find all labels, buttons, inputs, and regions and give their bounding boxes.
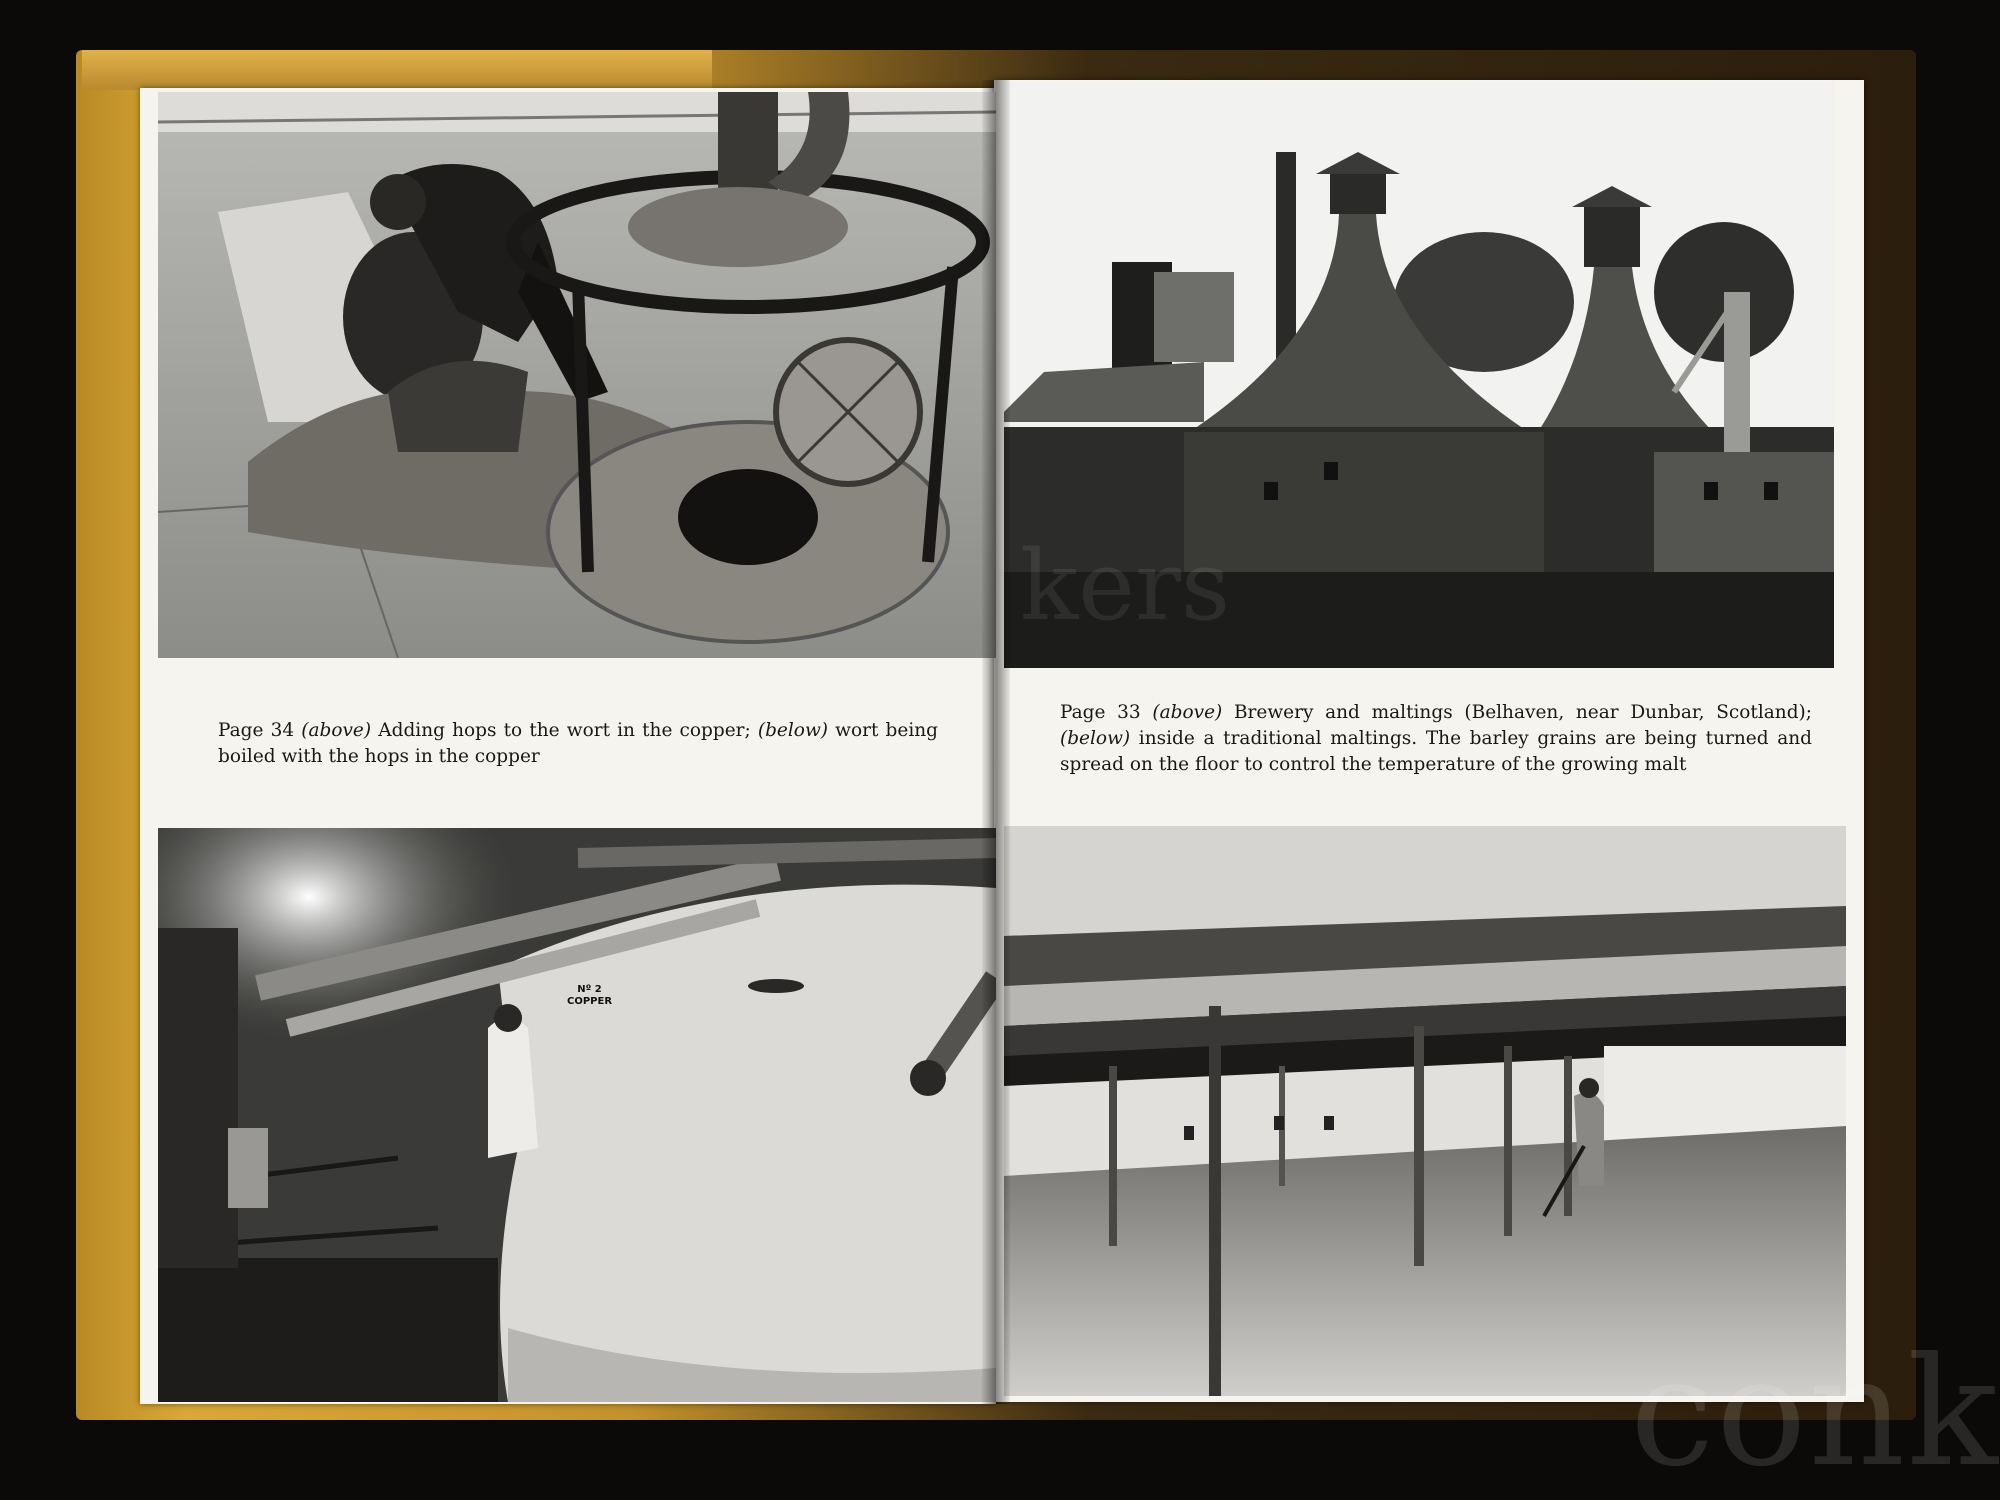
copper-label-word: COPPER (567, 996, 613, 1007)
watermark-corner: conk (1630, 1326, 2000, 1500)
caption-page-33-text-1: Brewery and maltings (Belhaven, near Dunbar, Scotland); (1233, 702, 1813, 723)
photo-adding-hops (158, 92, 996, 658)
caption-page-34-above: (above) (301, 720, 372, 741)
caption-page-34-text-2: wort being boiled with the hops in the copper (218, 720, 938, 767)
photo-inside-maltings (1004, 826, 1846, 1396)
photo-boiling-copper (158, 828, 996, 1402)
caption-page-33-above: (above) (1152, 702, 1223, 723)
book-cover-top-edge (82, 50, 712, 90)
caption-page-33-below: (below) (1060, 728, 1131, 749)
book-spine-shadow (982, 80, 1010, 1404)
caption-page-33-text-2: inside a traditional maltings. The barley grains are being turned and spread on the floor to control the temperature of the growing malt (1060, 728, 1812, 775)
caption-page-34 (218, 718, 938, 770)
watermark-faint: kers (1020, 530, 1231, 642)
caption-page-33-lead: Page 33 (1060, 702, 1141, 723)
copper-label (567, 984, 612, 1008)
caption-page-34-below: (below) (757, 720, 828, 741)
caption-page-34-text-1: Adding hops to the wort in the copper; (378, 720, 751, 741)
copper-label-number: Nº 2 (577, 984, 602, 995)
caption-page-33 (1060, 700, 1812, 778)
caption-page-34-lead: Page 34 (218, 720, 295, 741)
